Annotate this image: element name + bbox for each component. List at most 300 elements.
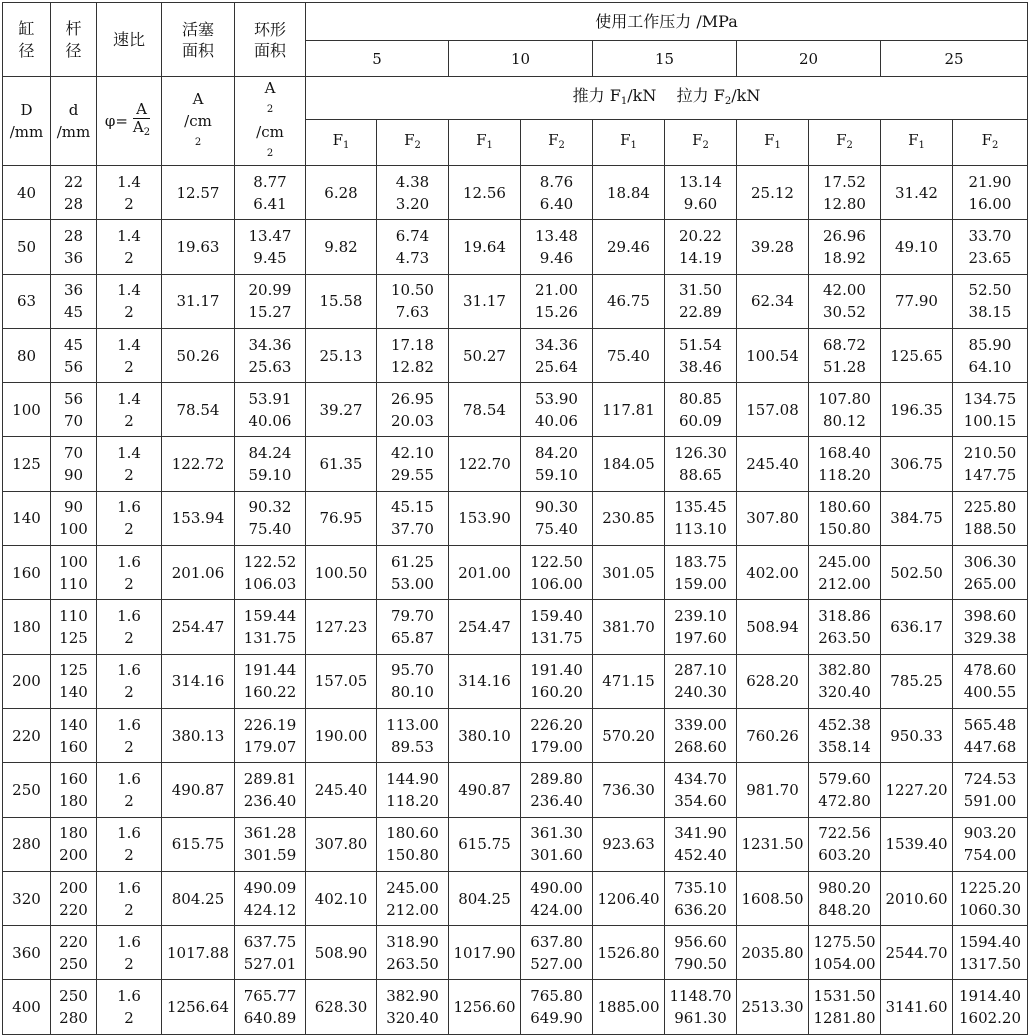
ratio-cell-line: 1.4: [117, 226, 141, 245]
ratio-cell: [97, 654, 162, 708]
pull-force-cell-line: 168.40: [818, 444, 871, 463]
ring-area-cell-line: 527.01: [243, 954, 297, 973]
pull-force-cell-line: 15.26: [535, 303, 578, 322]
push-force-cell: 15.58: [306, 274, 377, 328]
pull-force-cell-line: 318.86: [818, 607, 871, 626]
ring-area-cell: [235, 166, 306, 220]
pull-force-cell: [521, 383, 593, 437]
pull-force-cell-line: 1602.20: [958, 1009, 1022, 1028]
pull-force-cell: [665, 654, 737, 708]
ring-area-cell-line: 131.75: [243, 629, 297, 648]
fraction-numerator: A: [133, 101, 150, 119]
header-bore: [3, 3, 51, 77]
pull-force-cell: [665, 328, 737, 382]
bore-cell: 63: [3, 274, 51, 328]
rod-cell-line: 220: [59, 932, 88, 951]
push-force-cell: 508.90: [306, 926, 377, 980]
pull-force-cell: [953, 383, 1028, 437]
force-sub: 1: [343, 139, 350, 151]
push-force-sub: 1: [620, 95, 628, 107]
pull-force-cell: [521, 980, 593, 1034]
push-force-cell: 508.94: [737, 600, 809, 654]
header-pressure-5: 5: [306, 41, 449, 77]
pull-force-cell: [377, 926, 449, 980]
rod-cell-line: 45: [63, 335, 84, 354]
pull-force-cell-line: 150.80: [386, 846, 439, 865]
pull-force-cell-line: 478.60: [963, 661, 1017, 680]
rod-cell-line: 125: [59, 629, 88, 648]
push-force-cell: 2544.70: [881, 926, 953, 980]
ring-area-cell: [235, 763, 306, 817]
bore-cell: 40: [3, 166, 51, 220]
pull-force-cell-line: 180.60: [386, 824, 439, 843]
pull-force-cell: [665, 546, 737, 600]
pull-force-cell: [809, 600, 881, 654]
rod-cell-line: 100: [59, 520, 88, 539]
pull-force-cell-line: 265.00: [963, 574, 1017, 593]
pull-force-cell-line: 210.50: [963, 444, 1017, 463]
pull-force-sub: 2: [724, 95, 732, 107]
pull-force-cell: [665, 708, 737, 762]
push-force-cell: 1227.20: [881, 763, 953, 817]
push-force-cell: 502.50: [881, 546, 953, 600]
rod-cell: [51, 980, 97, 1034]
rod-cell-line: 250: [59, 954, 88, 973]
pull-force-cell-line: 289.80: [530, 769, 583, 788]
pull-force-cell: [665, 166, 737, 220]
pull-force-cell-line: 131.75: [530, 629, 583, 648]
pull-force-cell: [953, 328, 1028, 382]
pull-force-cell-line: 263.50: [386, 954, 439, 973]
ring-area-cell-line: 13.47: [248, 226, 292, 245]
force-letter: F: [908, 130, 919, 149]
ratio-cell: [97, 328, 162, 382]
pull-force-cell-line: 80.10: [391, 683, 434, 702]
pull-force-cell-line: 424.00: [530, 900, 583, 919]
piston-area-cell: 1017.88: [162, 926, 235, 980]
ratio-cell-line: 1.6: [117, 552, 141, 571]
pull-force-cell-line: 382.80: [818, 661, 871, 680]
fraction-denominator: [130, 119, 153, 141]
ratio-cell: [97, 817, 162, 871]
push-force-cell: 39.28: [737, 220, 809, 274]
ring-area-cell: [235, 328, 306, 382]
ring-area-cell-line: 236.40: [243, 791, 297, 810]
force-sub: 1: [486, 139, 493, 151]
header-A2-unit: [235, 77, 306, 166]
force-letter: F: [404, 130, 415, 149]
push-force-cell: 245.40: [306, 763, 377, 817]
rod-cell-line: 140: [59, 683, 88, 702]
force-sub: 2: [558, 139, 565, 151]
ratio-cell-line: 2: [124, 411, 134, 430]
pull-force-cell-line: 452.40: [674, 846, 727, 865]
rod-cell-line: 180: [59, 791, 88, 810]
force-sub: 2: [992, 139, 999, 151]
ratio-cell-line: 1.6: [117, 498, 141, 517]
push-force-cell: 306.75: [881, 437, 953, 491]
A2-unit: [235, 121, 305, 165]
bore-cell: 125: [3, 437, 51, 491]
bore-cell: 80: [3, 328, 51, 382]
pull-force-cell-line: 212.00: [386, 900, 439, 919]
force-sub: 1: [774, 139, 781, 151]
header-pressure-10: 10: [449, 41, 593, 77]
push-force-unit: /kN: [627, 85, 657, 105]
force-sub: 1: [630, 139, 637, 151]
ratio-cell-line: 1.6: [117, 607, 141, 626]
cylinder-force-table: [2, 2, 1028, 1035]
rod-symbol: d: [68, 101, 79, 119]
pull-force-cell: [809, 871, 881, 925]
ratio-cell: [97, 220, 162, 274]
ring-area-cell-line: 765.77: [243, 987, 297, 1006]
header-f1: [881, 120, 953, 166]
pull-force-cell-line: 490.00: [530, 878, 583, 897]
rod-cell: [51, 817, 97, 871]
header-bore-char: 缸: [18, 18, 35, 38]
fraction-denominator-sub: 2: [143, 127, 151, 138]
rod-cell-line: 160: [59, 737, 88, 756]
table-row: [3, 600, 1028, 654]
push-force-cell: 380.10: [449, 708, 521, 762]
rod-cell-line: 110: [59, 574, 88, 593]
pull-force-cell: [521, 166, 593, 220]
pull-force-cell: [953, 437, 1028, 491]
header-piston-area: [162, 3, 235, 77]
ring-area-cell: [235, 437, 306, 491]
rod-cell: [51, 220, 97, 274]
ring-area-cell: [235, 546, 306, 600]
rod-cell-line: 160: [59, 769, 88, 788]
ring-area-cell-line: 191.44: [243, 661, 297, 680]
rod-cell-line: 28: [63, 194, 84, 213]
rod-cell-line: 180: [59, 824, 88, 843]
pull-force-cell-line: 191.40: [530, 661, 583, 680]
pull-force-cell: [953, 274, 1028, 328]
rod-cell-line: 36: [63, 281, 84, 300]
rod-cell-line: 140: [59, 715, 88, 734]
pull-force-cell-line: 735.10: [674, 878, 727, 897]
push-force-cell: 62.34: [737, 274, 809, 328]
pull-force-cell-line: 1594.40: [958, 932, 1022, 951]
rod-cell-line: 220: [59, 900, 88, 919]
table-row: [3, 926, 1028, 980]
pull-force-cell-line: 318.90: [386, 932, 439, 951]
pull-force-cell-line: 1275.50: [813, 932, 876, 951]
pull-force-cell-line: 106.00: [530, 574, 583, 593]
push-force-cell: 49.10: [881, 220, 953, 274]
header-pressure-25: 25: [881, 41, 1028, 77]
pull-force-cell: [953, 491, 1028, 545]
pull-force-cell-line: 4.38: [395, 172, 430, 191]
ratio-cell-line: 1.6: [117, 769, 141, 788]
push-force-cell: 2035.80: [737, 926, 809, 980]
push-force-cell: 31.17: [449, 274, 521, 328]
header-f2: [953, 120, 1028, 166]
ratio-cell-line: 2: [124, 466, 134, 485]
pull-force-cell-line: 236.40: [530, 791, 583, 810]
bore-cell: 320: [3, 871, 51, 925]
ring-area-cell-line: 84.24: [248, 444, 292, 463]
ring-area-cell: [235, 491, 306, 545]
rod-cell-line: 200: [59, 846, 88, 865]
piston-area-cell: 380.13: [162, 708, 235, 762]
table-row: [3, 817, 1028, 871]
pull-force-cell-line: 38.46: [679, 357, 722, 376]
pull-force-cell-line: 64.10: [968, 357, 1012, 376]
pull-force-cell-line: 52.50: [968, 281, 1012, 300]
force-letter: F: [764, 130, 775, 149]
rod-cell-line: 45: [63, 303, 84, 322]
pull-force-cell-line: 754.00: [963, 846, 1017, 865]
pull-force-cell-line: 107.80: [818, 389, 871, 408]
pull-force-cell: [953, 220, 1028, 274]
pull-force-cell-line: 30.52: [823, 303, 866, 322]
phi-symbol: φ=: [104, 112, 128, 130]
pull-force-cell: [665, 817, 737, 871]
pull-force-cell: [377, 980, 449, 1034]
pull-force-cell-line: 75.40: [535, 520, 578, 539]
header-pressure-15: 15: [593, 41, 737, 77]
push-force-cell: 314.16: [449, 654, 521, 708]
push-force-cell: 18.84: [593, 166, 665, 220]
ring-area-cell-line: 301.59: [243, 846, 297, 865]
force-letter: F: [548, 130, 559, 149]
bore-cell: 250: [3, 763, 51, 817]
pull-force-cell-line: 197.60: [674, 629, 727, 648]
rod-cell: [51, 600, 97, 654]
piston-area-cell: 1256.64: [162, 980, 235, 1034]
pull-force-cell-line: 95.70: [391, 661, 434, 680]
pull-force-cell-line: 147.75: [963, 466, 1017, 485]
pull-force-cell-line: 4.73: [395, 248, 430, 267]
pull-force-cell: [521, 437, 593, 491]
pull-force-cell: [665, 600, 737, 654]
pull-force-cell-line: 180.60: [818, 498, 871, 517]
pull-force-cell-line: 61.25: [391, 552, 434, 571]
pull-force-cell-line: 268.60: [674, 737, 727, 756]
pull-force-cell-line: 89.53: [391, 737, 434, 756]
pull-force-cell-line: 1225.20: [958, 878, 1022, 897]
force-sub: 1: [918, 139, 925, 151]
pull-force-cell-line: 40.06: [535, 411, 578, 430]
pull-force-cell-line: 53.00: [391, 574, 434, 593]
push-force-cell: 471.15: [593, 654, 665, 708]
pull-force-cell-line: 80.85: [679, 389, 722, 408]
pull-force-label: [677, 86, 761, 105]
pull-force-cell-line: 287.10: [674, 661, 727, 680]
pull-force-cell-line: 1054.00: [813, 954, 876, 973]
table-row: [3, 437, 1028, 491]
push-force-cell: 615.75: [449, 817, 521, 871]
pull-force-cell-line: 961.30: [674, 1009, 727, 1028]
pull-force-cell-line: 848.20: [818, 900, 871, 919]
push-force-cell: 245.40: [737, 437, 809, 491]
bore-cell: 100: [3, 383, 51, 437]
pull-force-cell-line: 33.70: [968, 226, 1012, 245]
pull-force-cell-line: 13.14: [679, 172, 722, 191]
ring-area-cell-line: 226.19: [243, 715, 297, 734]
pull-force-cell-line: 144.90: [386, 769, 439, 788]
pull-force-cell-line: 12.82: [391, 357, 434, 376]
pull-force-cell-line: 790.50: [674, 954, 727, 973]
bore-cell: 360: [3, 926, 51, 980]
ring-area-cell: [235, 926, 306, 980]
pull-force-cell-line: 90.30: [535, 498, 578, 517]
piston-area-cell: 12.57: [162, 166, 235, 220]
pull-force-cell: [377, 274, 449, 328]
header-f2: [521, 120, 593, 166]
pull-force-cell-line: 122.50: [530, 552, 583, 571]
ratio-cell-line: 2: [124, 900, 134, 919]
pull-force-cell-line: 1281.80: [813, 1009, 876, 1028]
pull-force-cell-line: 306.30: [963, 552, 1017, 571]
push-force-cell: 923.63: [593, 817, 665, 871]
piston-area-cell: 804.25: [162, 871, 235, 925]
table-row: [3, 328, 1028, 382]
pull-force-cell: [377, 328, 449, 382]
pull-force-cell-line: 85.90: [968, 335, 1012, 354]
force-sub: 2: [414, 139, 421, 151]
push-force-cell: 190.00: [306, 708, 377, 762]
push-force-cell: 1885.00: [593, 980, 665, 1034]
force-letter: F: [332, 130, 344, 149]
pull-force-cell: [521, 274, 593, 328]
pull-force-cell-line: 37.70: [391, 520, 434, 539]
pull-force-cell-line: 10.50: [391, 281, 434, 300]
push-force-cell: 76.95: [306, 491, 377, 545]
push-force-cell: 1526.80: [593, 926, 665, 980]
header-f1: [306, 120, 377, 166]
pull-force-cell-line: 159.00: [674, 574, 727, 593]
pull-force-cell: [665, 437, 737, 491]
pull-force-cell-line: 38.15: [968, 303, 1012, 322]
push-force-cell: 39.27: [306, 383, 377, 437]
header-f2: [377, 120, 449, 166]
pull-force-cell: [953, 817, 1028, 871]
table-row: [3, 871, 1028, 925]
A2-unit-text: /cm: [256, 123, 284, 141]
pull-force-cell-line: 29.55: [391, 466, 434, 485]
pull-force-cell-line: 21.00: [535, 281, 578, 300]
ring-area-cell-line: 640.89: [243, 1009, 297, 1028]
pull-force-cell-line: 68.72: [823, 335, 866, 354]
pull-force-cell-line: 26.96: [823, 226, 866, 245]
pull-force-cell-line: 179.00: [530, 737, 583, 756]
ring-area-cell: [235, 220, 306, 274]
pull-force-cell: [953, 708, 1028, 762]
ring-area-cell-line: 159.44: [243, 607, 297, 626]
pull-force-cell-line: 3.20: [395, 194, 430, 213]
ratio-cell: [97, 274, 162, 328]
push-force-cell: 950.33: [881, 708, 953, 762]
pull-force-cell-line: 400.55: [963, 683, 1017, 702]
pull-force-cell: [377, 871, 449, 925]
pull-force-cell: [377, 383, 449, 437]
rod-cell-line: 56: [63, 357, 84, 376]
rod-cell-line: 250: [59, 987, 88, 1006]
push-force-cell: 785.25: [881, 654, 953, 708]
ratio-cell-line: 2: [124, 791, 134, 810]
push-force-cell: 402.10: [306, 871, 377, 925]
pull-force-cell: [953, 546, 1028, 600]
pull-force-cell-line: 591.00: [963, 791, 1017, 810]
ring-area-cell: [235, 817, 306, 871]
rod-cell-line: 22: [63, 172, 84, 191]
pull-force-cell-line: 398.60: [963, 607, 1017, 626]
pull-force-cell: [521, 817, 593, 871]
push-force-cell: 402.00: [737, 546, 809, 600]
ring-area-cell-line: 75.40: [248, 520, 292, 539]
ratio-cell: [97, 437, 162, 491]
force-sub: 2: [846, 139, 853, 151]
ring-area-cell: [235, 600, 306, 654]
ratio-cell-line: 2: [124, 629, 134, 648]
bore-symbol: D: [20, 101, 33, 119]
pull-force-cell: [377, 437, 449, 491]
rod-cell-line: 36: [63, 248, 84, 267]
push-force-cell: 125.65: [881, 328, 953, 382]
pull-force-cell-line: 637.80: [530, 932, 583, 951]
pull-force-cell-line: 26.95: [391, 389, 434, 408]
piston-area-cell: 50.26: [162, 328, 235, 382]
ring-area-cell-line: 9.45: [253, 248, 287, 267]
force-letter: F: [692, 130, 703, 149]
pull-force-cell-line: 565.48: [963, 715, 1017, 734]
rod-cell: [51, 437, 97, 491]
push-force-cell: 381.70: [593, 600, 665, 654]
pull-force-cell: [809, 274, 881, 328]
ring-area-cell-line: 637.75: [243, 932, 297, 951]
header-bore-char: 径: [18, 40, 35, 60]
header-piston-area-line: 面积: [181, 40, 214, 60]
pull-force-cell-line: 320.40: [386, 1009, 439, 1028]
ratio-cell-line: 2: [124, 357, 134, 376]
pull-force-cell-line: 25.64: [535, 357, 578, 376]
pull-force-cell-line: 113.10: [674, 520, 727, 539]
pull-force-cell-line: 434.70: [674, 769, 727, 788]
pull-force-cell-line: 18.92: [823, 248, 866, 267]
push-force-cell: 31.42: [881, 166, 953, 220]
force-letter: F: [476, 130, 487, 149]
force-letter: F: [981, 130, 993, 149]
table-row: [3, 546, 1028, 600]
pull-force-cell: [521, 491, 593, 545]
ratio-cell-line: 1.6: [117, 661, 141, 680]
pull-force-cell-line: 16.00: [968, 194, 1012, 213]
pull-force-cell-line: 8.76: [539, 172, 574, 191]
ring-area-cell: [235, 383, 306, 437]
push-force-cell: 77.90: [881, 274, 953, 328]
pull-force-cell: [377, 600, 449, 654]
pull-force-cell-line: 31.50: [679, 281, 722, 300]
push-force-cell: 46.75: [593, 274, 665, 328]
pull-force-cell-line: 188.50: [963, 520, 1017, 539]
ratio-cell-line: 1.6: [117, 824, 141, 843]
push-force-cell: 636.17: [881, 600, 953, 654]
pull-force-cell: [809, 220, 881, 274]
rod-cell-line: 28: [63, 226, 84, 245]
rod-unit: /mm: [56, 123, 91, 141]
pull-force-cell-line: 17.18: [391, 335, 434, 354]
bore-cell: 140: [3, 491, 51, 545]
header-rod-char: 径: [65, 40, 82, 60]
ratio-cell: [97, 926, 162, 980]
pull-force-cell-line: 603.20: [818, 846, 871, 865]
pull-force-cell: [377, 654, 449, 708]
pull-force-cell-line: 113.00: [386, 715, 439, 734]
